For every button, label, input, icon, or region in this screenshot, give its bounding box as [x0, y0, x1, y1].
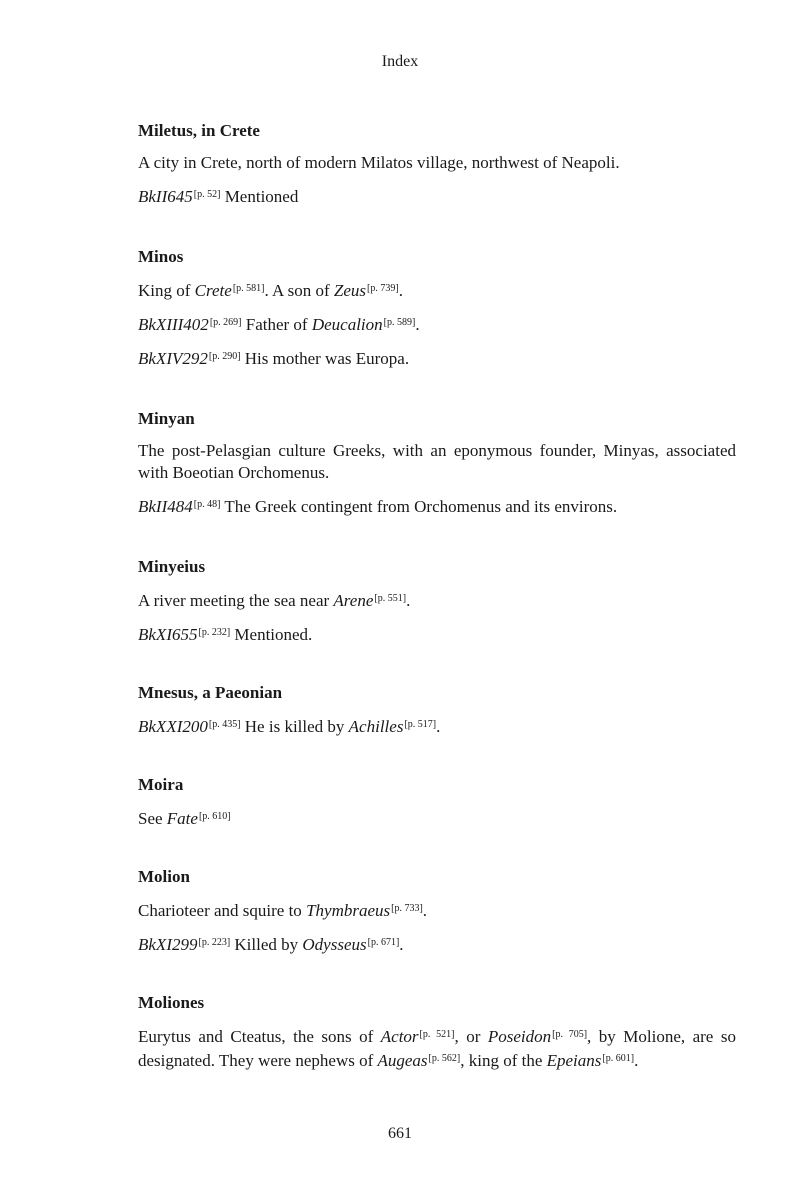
index-entry [138, 120, 736, 208]
entry-line [138, 622, 736, 646]
entry-text: See [138, 809, 167, 828]
cross-reference-link[interactable]: Actor [380, 1027, 419, 1046]
entry-text: . [399, 935, 404, 954]
cross-reference-link[interactable]: BkXIII402 [138, 315, 209, 334]
page-reference-link[interactable]: [p. 48] [193, 499, 221, 510]
entry-line [138, 932, 736, 956]
index-entry [138, 866, 736, 956]
entry-line [138, 312, 736, 336]
entry-line [138, 714, 736, 738]
entry-title: Miletus, in Crete [138, 121, 260, 140]
page-reference-link[interactable]: [p. 733] [391, 903, 423, 914]
entry-line [138, 806, 736, 830]
cross-reference-link[interactable]: Deucalion [311, 315, 383, 334]
index-entry [138, 408, 736, 518]
entry-text: . [398, 281, 403, 300]
entry-text: Eurytus and Cteatus, the sons of [138, 1027, 381, 1046]
page-reference-link[interactable]: [p. 232] [198, 627, 231, 638]
entry-text: . [406, 591, 411, 610]
entry-line [138, 588, 736, 612]
entry-line [138, 184, 736, 208]
index-entry [138, 774, 736, 830]
entry-text: . [436, 717, 441, 736]
entry-title: Minos [138, 247, 184, 266]
entry-text: . A son of [264, 281, 334, 300]
page-reference-link[interactable]: [p. 562] [428, 1053, 461, 1064]
entry-text: His mother was Europa. [240, 349, 410, 368]
cross-reference-link[interactable]: BkXI299 [138, 935, 198, 954]
cross-reference-link[interactable]: Crete [194, 281, 232, 300]
cross-reference-link[interactable]: BkXXI200 [138, 717, 208, 736]
cross-reference-link[interactable]: Epeians [546, 1051, 602, 1070]
cross-reference-link[interactable]: BkXIV292 [138, 349, 208, 368]
page-reference-link[interactable]: [p. 739] [367, 283, 399, 294]
entry-text: Charioteer and squire to [138, 901, 307, 920]
page-reference-link[interactable]: [p. 521] [419, 1029, 455, 1040]
index-entries [138, 120, 736, 1108]
entry-text: . [634, 1051, 639, 1070]
page-reference-link[interactable]: [p. 589] [383, 317, 416, 328]
page-reference-link[interactable]: [p. 671] [367, 937, 400, 948]
cross-reference-link[interactable]: Odysseus [302, 935, 367, 954]
index-entry [138, 992, 736, 1072]
cross-reference-link[interactable]: Augeas [377, 1051, 428, 1070]
entry-line [138, 346, 736, 370]
entry-text: , by Molione, are so designated. They were nephews of [138, 1027, 736, 1070]
page-reference-link[interactable]: [p. 551] [374, 593, 407, 604]
entry-text: The post-Pelasgian culture Greeks, with an eponymous founder, Minyas, associated with Boeotian Orchomenus. [138, 441, 736, 482]
cross-reference-link[interactable]: Achilles [348, 717, 404, 736]
cross-reference-link[interactable]: Poseidon [487, 1027, 552, 1046]
entry-title: Mnesus, a Paeonian [138, 683, 283, 702]
page-reference-link[interactable]: [p. 223] [198, 937, 231, 948]
entry-title: Molion [138, 867, 190, 886]
entry-title: Moira [138, 775, 184, 794]
index-entry [138, 556, 736, 646]
entry-line [138, 278, 736, 302]
page-reference-link[interactable]: [p. 517] [404, 719, 437, 730]
cross-reference-link[interactable]: BkII645 [138, 187, 193, 206]
cross-reference-link[interactable]: Thymbraeus [306, 901, 391, 920]
page-reference-link[interactable]: [p. 581] [232, 283, 265, 294]
entry-text: Mentioned. [230, 625, 313, 644]
entry-title: Minyeius [138, 557, 206, 576]
entry-text: He is killed by [240, 717, 349, 736]
page-reference-link[interactable]: [p. 610] [198, 811, 231, 822]
entry-text: , king of the [460, 1051, 547, 1070]
entry-text: Mentioned [220, 187, 299, 206]
entry-text: A city in Crete, north of modern Milatos village, northwest of Neapoli. [138, 153, 620, 172]
entry-text: . [415, 315, 420, 334]
entry-text: A river meeting the sea near [138, 591, 334, 610]
cross-reference-link[interactable]: Arene [333, 591, 374, 610]
entry-text: Father of [241, 315, 312, 334]
index-entry [138, 682, 736, 738]
entry-line [138, 152, 736, 174]
entry-title: Moliones [138, 993, 205, 1012]
cross-reference-link[interactable]: Zeus [333, 281, 367, 300]
page-reference-link[interactable]: [p. 601] [602, 1053, 635, 1064]
index-entry [138, 246, 736, 370]
page-reference-link[interactable]: [p. 435] [208, 719, 241, 730]
cross-reference-link[interactable]: BkII484 [138, 497, 193, 516]
page-reference-link[interactable]: [p. 52] [193, 189, 221, 200]
page-header: Index [381, 53, 419, 70]
entry-line [138, 440, 736, 484]
entry-text: Killed by [230, 935, 303, 954]
entry-title: Minyan [138, 409, 195, 428]
entry-line [138, 898, 736, 922]
page-reference-link[interactable]: [p. 290] [208, 351, 241, 362]
cross-reference-link[interactable]: BkXI655 [138, 625, 198, 644]
entry-text: The Greek contingent from Orchomenus and its environs. [220, 497, 618, 516]
page-reference-link[interactable]: [p. 269] [209, 317, 242, 328]
entry-text: . [422, 901, 428, 920]
page-number: 661 [388, 1125, 412, 1142]
entry-text: , or [454, 1027, 488, 1046]
entry-line [138, 1024, 736, 1072]
entry-text: King of [138, 281, 195, 300]
entry-line [138, 494, 736, 518]
page-reference-link[interactable]: [p. 705] [552, 1029, 588, 1040]
cross-reference-link[interactable]: Fate [166, 809, 198, 828]
